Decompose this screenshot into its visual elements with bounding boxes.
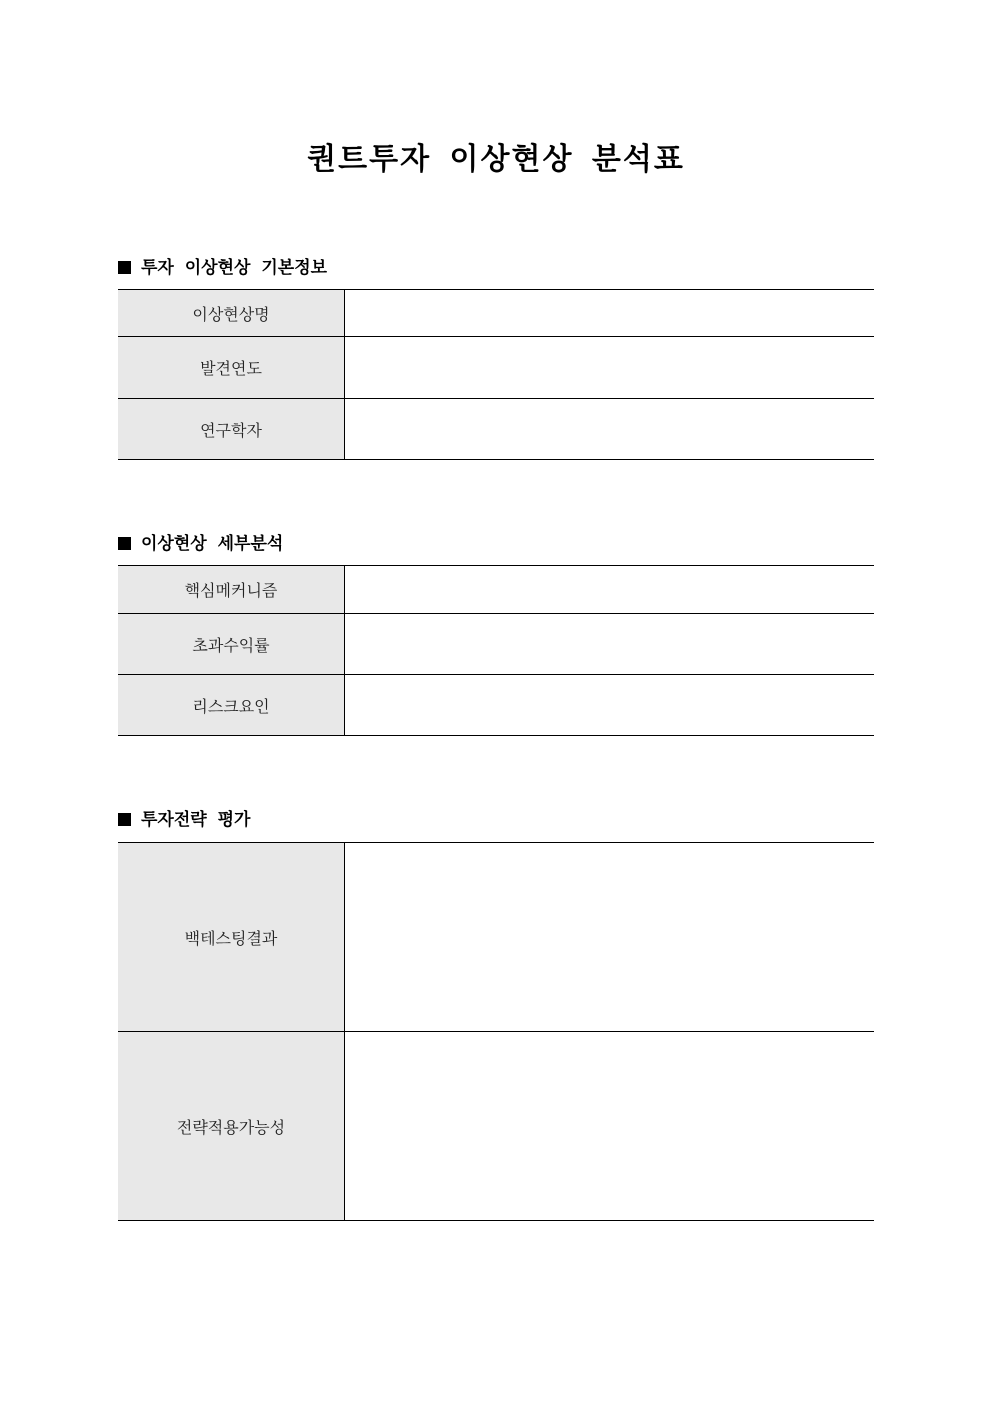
discovery-year-field[interactable] xyxy=(345,337,875,399)
row-label: 발견연도 xyxy=(118,337,345,399)
section-heading-strategy-eval xyxy=(118,805,250,830)
table-row xyxy=(118,614,874,675)
row-label: 초과수익률 xyxy=(118,614,345,675)
excess-return-field[interactable] xyxy=(345,614,875,675)
risk-factor-field[interactable] xyxy=(345,675,875,736)
section-heading-basic-info xyxy=(118,253,327,278)
table-row xyxy=(118,566,874,614)
table-row xyxy=(118,337,874,399)
section-heading-detail-analysis xyxy=(118,529,283,554)
table-row xyxy=(118,1032,874,1221)
row-label: 이상현상명 xyxy=(118,290,345,337)
section-heading-text: 투자 이상현상 기본정보 xyxy=(141,258,328,278)
anomaly-name-field[interactable] xyxy=(345,290,875,337)
row-label: 연구학자 xyxy=(118,399,345,460)
strategy-applicability-field[interactable] xyxy=(345,1032,875,1221)
researcher-field[interactable] xyxy=(345,399,875,460)
table-row xyxy=(118,399,874,460)
square-bullet-icon xyxy=(118,813,131,826)
row-label: 백테스팅결과 xyxy=(118,843,345,1032)
core-mechanism-field[interactable] xyxy=(345,566,875,614)
table-row xyxy=(118,290,874,337)
table-row xyxy=(118,675,874,736)
table-row xyxy=(118,843,874,1032)
strategy-eval-table xyxy=(118,842,874,1221)
square-bullet-icon xyxy=(118,261,131,274)
row-label: 핵심메커니즘 xyxy=(118,566,345,614)
row-label: 전략적용가능성 xyxy=(118,1032,345,1221)
detail-analysis-table xyxy=(118,565,874,736)
row-label: 리스크요인 xyxy=(118,675,345,736)
basic-info-table xyxy=(118,289,874,460)
backtest-result-field[interactable] xyxy=(345,843,875,1032)
section-heading-text: 이상현상 세부분석 xyxy=(141,534,284,554)
page-title: 퀀트투자 이상현상 분석표 xyxy=(307,142,685,177)
square-bullet-icon xyxy=(118,537,131,550)
section-heading-text: 투자전략 평가 xyxy=(141,810,251,830)
